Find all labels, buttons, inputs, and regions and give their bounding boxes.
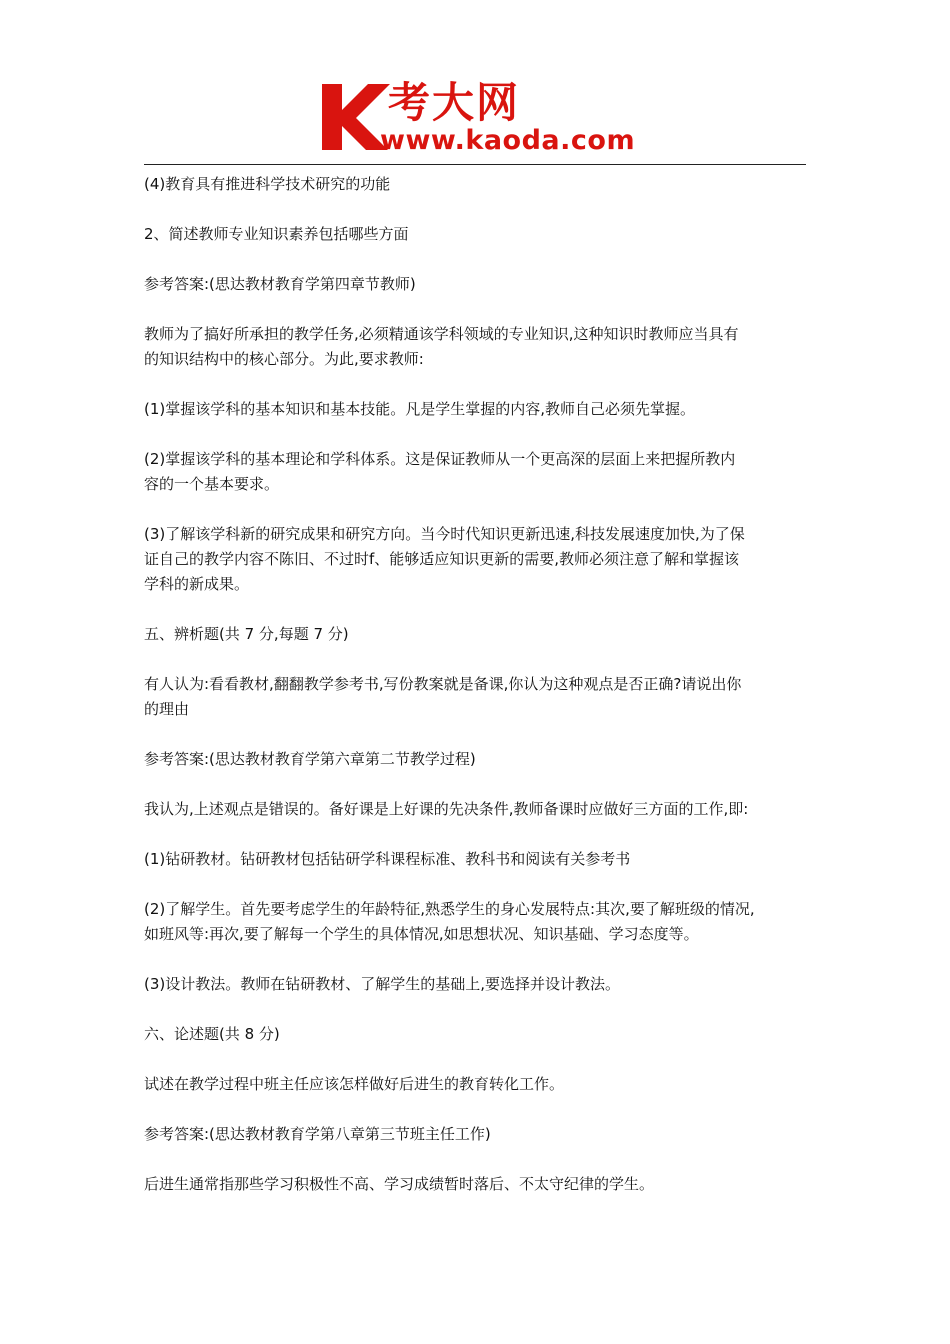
header-divider <box>144 164 806 165</box>
paragraph-line: 后进生通常指那些学习积极性不高、学习成绩暂时落后、不太守纪律的学生。 <box>144 1175 655 1193</box>
paragraph <box>144 797 812 822</box>
paragraph-line: 我认为,上述观点是错误的。备好课是上好课的先决条件,教师备课时应做好三方面的工作,即: <box>144 800 749 818</box>
paragraph-line: (3)设计教法。教师在钻研教材、了解学生的基础上,要选择并设计教法。 <box>144 975 621 993</box>
paragraph-line: 有人认为:看看教材,翻翻教学参考书,写份教案就是备课,你认为这种观点是否正确?请说出你 <box>144 675 742 693</box>
paragraph-line: 试述在教学过程中班主任应该怎样做好后进生的教育转化工作。 <box>144 1075 565 1093</box>
document-body <box>144 172 812 1222</box>
paragraph-line: 参考答案:(思达教材教育学第八章第三节班主任工作) <box>144 1125 491 1143</box>
paragraph <box>144 847 812 872</box>
paragraph <box>144 622 812 647</box>
paragraph <box>144 272 812 297</box>
paragraph-line: 五、辨析题(共 7 分,每题 7 分) <box>144 625 349 643</box>
paragraph-line: 的知识结构中的核心部分。为此,要求教师: <box>144 350 424 368</box>
paragraph-line: 六、论述题(共 8 分) <box>144 1025 280 1043</box>
paragraph-line: 参考答案:(思达教材教育学第四章节教师) <box>144 275 416 293</box>
kaoda-logo <box>318 80 648 162</box>
paragraph-line: (4)教育具有推进科学技术研究的功能 <box>144 175 391 193</box>
paragraph-line: (2)了解学生。首先要考虑学生的年龄特征,熟悉学生的身心发展特点:其次,要了解班级的情况, <box>144 900 755 918</box>
paragraph-line: 学科的新成果。 <box>144 575 250 593</box>
paragraph <box>144 747 812 772</box>
paragraph <box>144 322 812 372</box>
page-header <box>0 0 950 166</box>
paragraph-line: (1)掌握该学科的基本知识和基本技能。凡是学生掌握的内容,教师自己必须先掌握。 <box>144 400 696 418</box>
logo-chinese-text: 考大网 <box>388 78 521 127</box>
paragraph-line: 容的一个基本要求。 <box>144 475 280 493</box>
paragraph <box>144 1122 812 1147</box>
paragraph-line: (2)掌握该学科的基本理论和学科体系。这是保证教师从一个更高深的层面上来把握所教内 <box>144 450 736 468</box>
paragraph-line: 2、简述教师专业知识素养包括哪些方面 <box>144 225 409 243</box>
logo-url-text: www.kaoda.com <box>380 125 636 156</box>
paragraph-line: 参考答案:(思达教材教育学第六章第二节教学过程) <box>144 750 476 768</box>
paragraph <box>144 522 812 597</box>
paragraph <box>144 672 812 722</box>
paragraph-line: (1)钻研教材。钻研教材包括钻研学科课程标准、教科书和阅读有关参考书 <box>144 850 631 868</box>
paragraph-line: (3)了解该学科新的研究成果和研究方向。当今时代知识更新迅速,科技发展速度加快,为了保 <box>144 525 745 543</box>
paragraph <box>144 397 812 422</box>
paragraph <box>144 1022 812 1047</box>
paragraph-line: 教师为了搞好所承担的教学任务,必须精通该学科领域的专业知识,这种知识时教师应当具有 <box>144 325 739 343</box>
paragraph-line: 如班风等:再次,要了解每一个学生的具体情况,如思想状况、知识基础、学习态度等。 <box>144 925 699 943</box>
paragraph <box>144 972 812 997</box>
paragraph <box>144 222 812 247</box>
paragraph <box>144 897 812 947</box>
paragraph <box>144 447 812 497</box>
paragraph <box>144 1172 812 1197</box>
paragraph <box>144 172 812 197</box>
paragraph-line: 的理由 <box>144 700 190 718</box>
paragraph-line: 证自己的教学内容不陈旧、不过时f、能够适应知识更新的需要,教师必须注意了解和掌握该 <box>144 550 740 568</box>
paragraph <box>144 1072 812 1097</box>
